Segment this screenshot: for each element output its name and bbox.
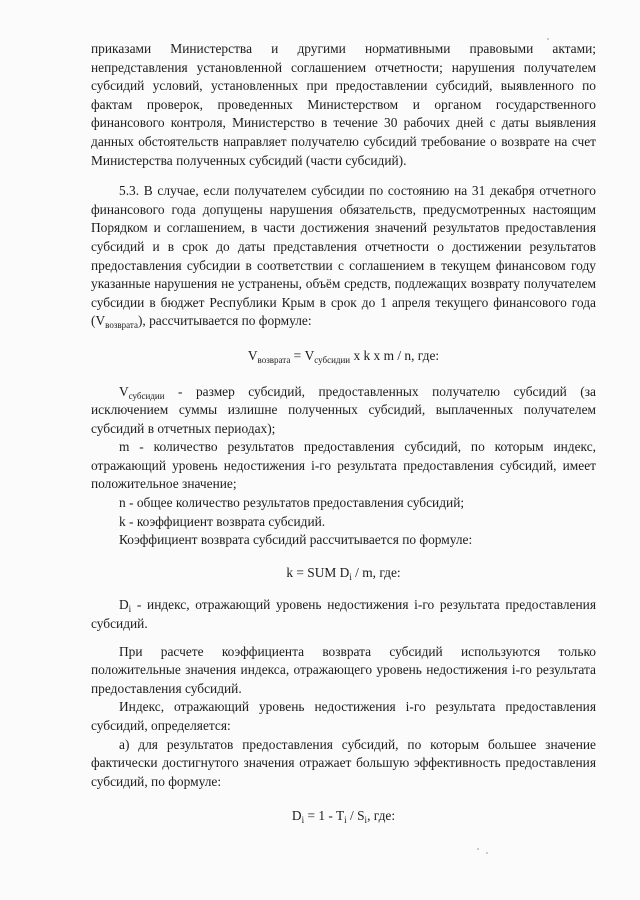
f1-eq: = V: [290, 347, 315, 363]
f3-pre: D: [291, 808, 302, 824]
definition-k: k - коэффициент возврата субсидий.: [119, 513, 326, 529]
f3-sub-1: i: [301, 815, 305, 826]
list-item-a: а) для результатов предоставления субсидий, по которым большее значение фактически достигнутого значения отражает большую эффективность предоставления субсидий, по формуле:: [91, 736, 596, 789]
scan-speck: [547, 38, 549, 40]
def-v-symbol: V: [119, 383, 129, 399]
p53-text-before: 5.3. В случае, если получателем субсидии по состоянию на 31 декабря отчетного финансового года допущены нарушения обязательств, предусмотренных настоящим Порядком и соглашением, в части достижения значений результатов предоставления субсидий и в срок до даты представления отчетности о достижении результатов предоставления субсидии в соответствии с соглашением в текущем финансовом году указанные нарушения не устранены, объём средств, подлежащих возврату получателем субсидии в бюджет Республики Крым в срок до 1 апреля текущего финансового года (V: [91, 183, 596, 329]
def-d-symbol: D: [119, 597, 129, 613]
f3-mid2: / S: [346, 808, 365, 824]
paragraph-5-3: [91, 182, 596, 331]
p53-subscript: возврата: [105, 320, 138, 331]
f2-pre: k = SUM D: [286, 564, 350, 580]
f2-rest: / m, где:: [351, 564, 401, 580]
formula-k: [91, 564, 596, 583]
f3-rest: , где:: [367, 808, 396, 824]
paragraph-intro: приказами Министерства и другими нормативными правовыми актами; непредставления установленной соглашением отчетности; нарушения получателем субсидий условий, установленных при предоставлении субсидий, выявленного по фактам проверок, проведенных Министерством и органом государственного финансового контроля, Министерство в течение 30 рабочих дней с даты выявления данных обстоятельств направляет получателю субсидий требование о возврате на счет Министерства полученных субсидий (части субсидий).: [91, 41, 596, 168]
f1-sub-return: возврата: [257, 354, 291, 365]
formula-d: [91, 807, 596, 826]
definition-v-subsidy: [91, 383, 596, 439]
definition-d: [91, 596, 596, 633]
def-d-text: - индекс, отражающий уровень недостижения i-го результата предоставления субсидий.: [91, 597, 596, 632]
definition-n: n - общее количество результатов предоставления субсидий;: [119, 495, 465, 511]
formula-v-return: [91, 347, 596, 366]
def-v-subscript: субсидии: [128, 390, 165, 401]
f1-v: V: [247, 347, 258, 363]
def-v-text: - размер субсидий, предоставленных получателю субсидий (за исключением суммы излишне полученных субсидий, выплаченных получателем субсидий в отчетных периодах);: [91, 383, 596, 436]
coefficient-intro: Коэффициент возврата субсидий рассчитывается по формуле:: [119, 532, 473, 548]
def-d-subscript: i: [128, 604, 132, 615]
scan-speck: [486, 852, 488, 854]
paragraph-index-determined: Индекс, отражающий уровень недостижения i-го результата предоставления субсидий, определяется:: [91, 699, 596, 733]
definition-m: m - количество результатов предоставления субсидий, по которым индекс, отражающий уровень недостижения i-го результата предоставления субсидий, имеет положительное значение;: [91, 439, 596, 492]
f3-sub-3: i: [364, 815, 368, 826]
f2-sub-i: i: [349, 571, 352, 582]
f3-mid: = 1 - T: [304, 808, 345, 824]
f1-rest: x k x m / n, где:: [350, 347, 440, 363]
paragraph-positive-only: При расчете коэффициента возврата субсидий используются только положительные значения индекса, отражающего уровень недостижения i-го результата предоставления субсидий.: [91, 643, 596, 696]
f1-sub-subsidy: субсидии: [314, 354, 351, 365]
f3-sub-2: i: [344, 815, 347, 826]
p53-text-after: ), рассчитывается по формуле:: [137, 313, 312, 329]
scan-speck: [477, 848, 479, 850]
